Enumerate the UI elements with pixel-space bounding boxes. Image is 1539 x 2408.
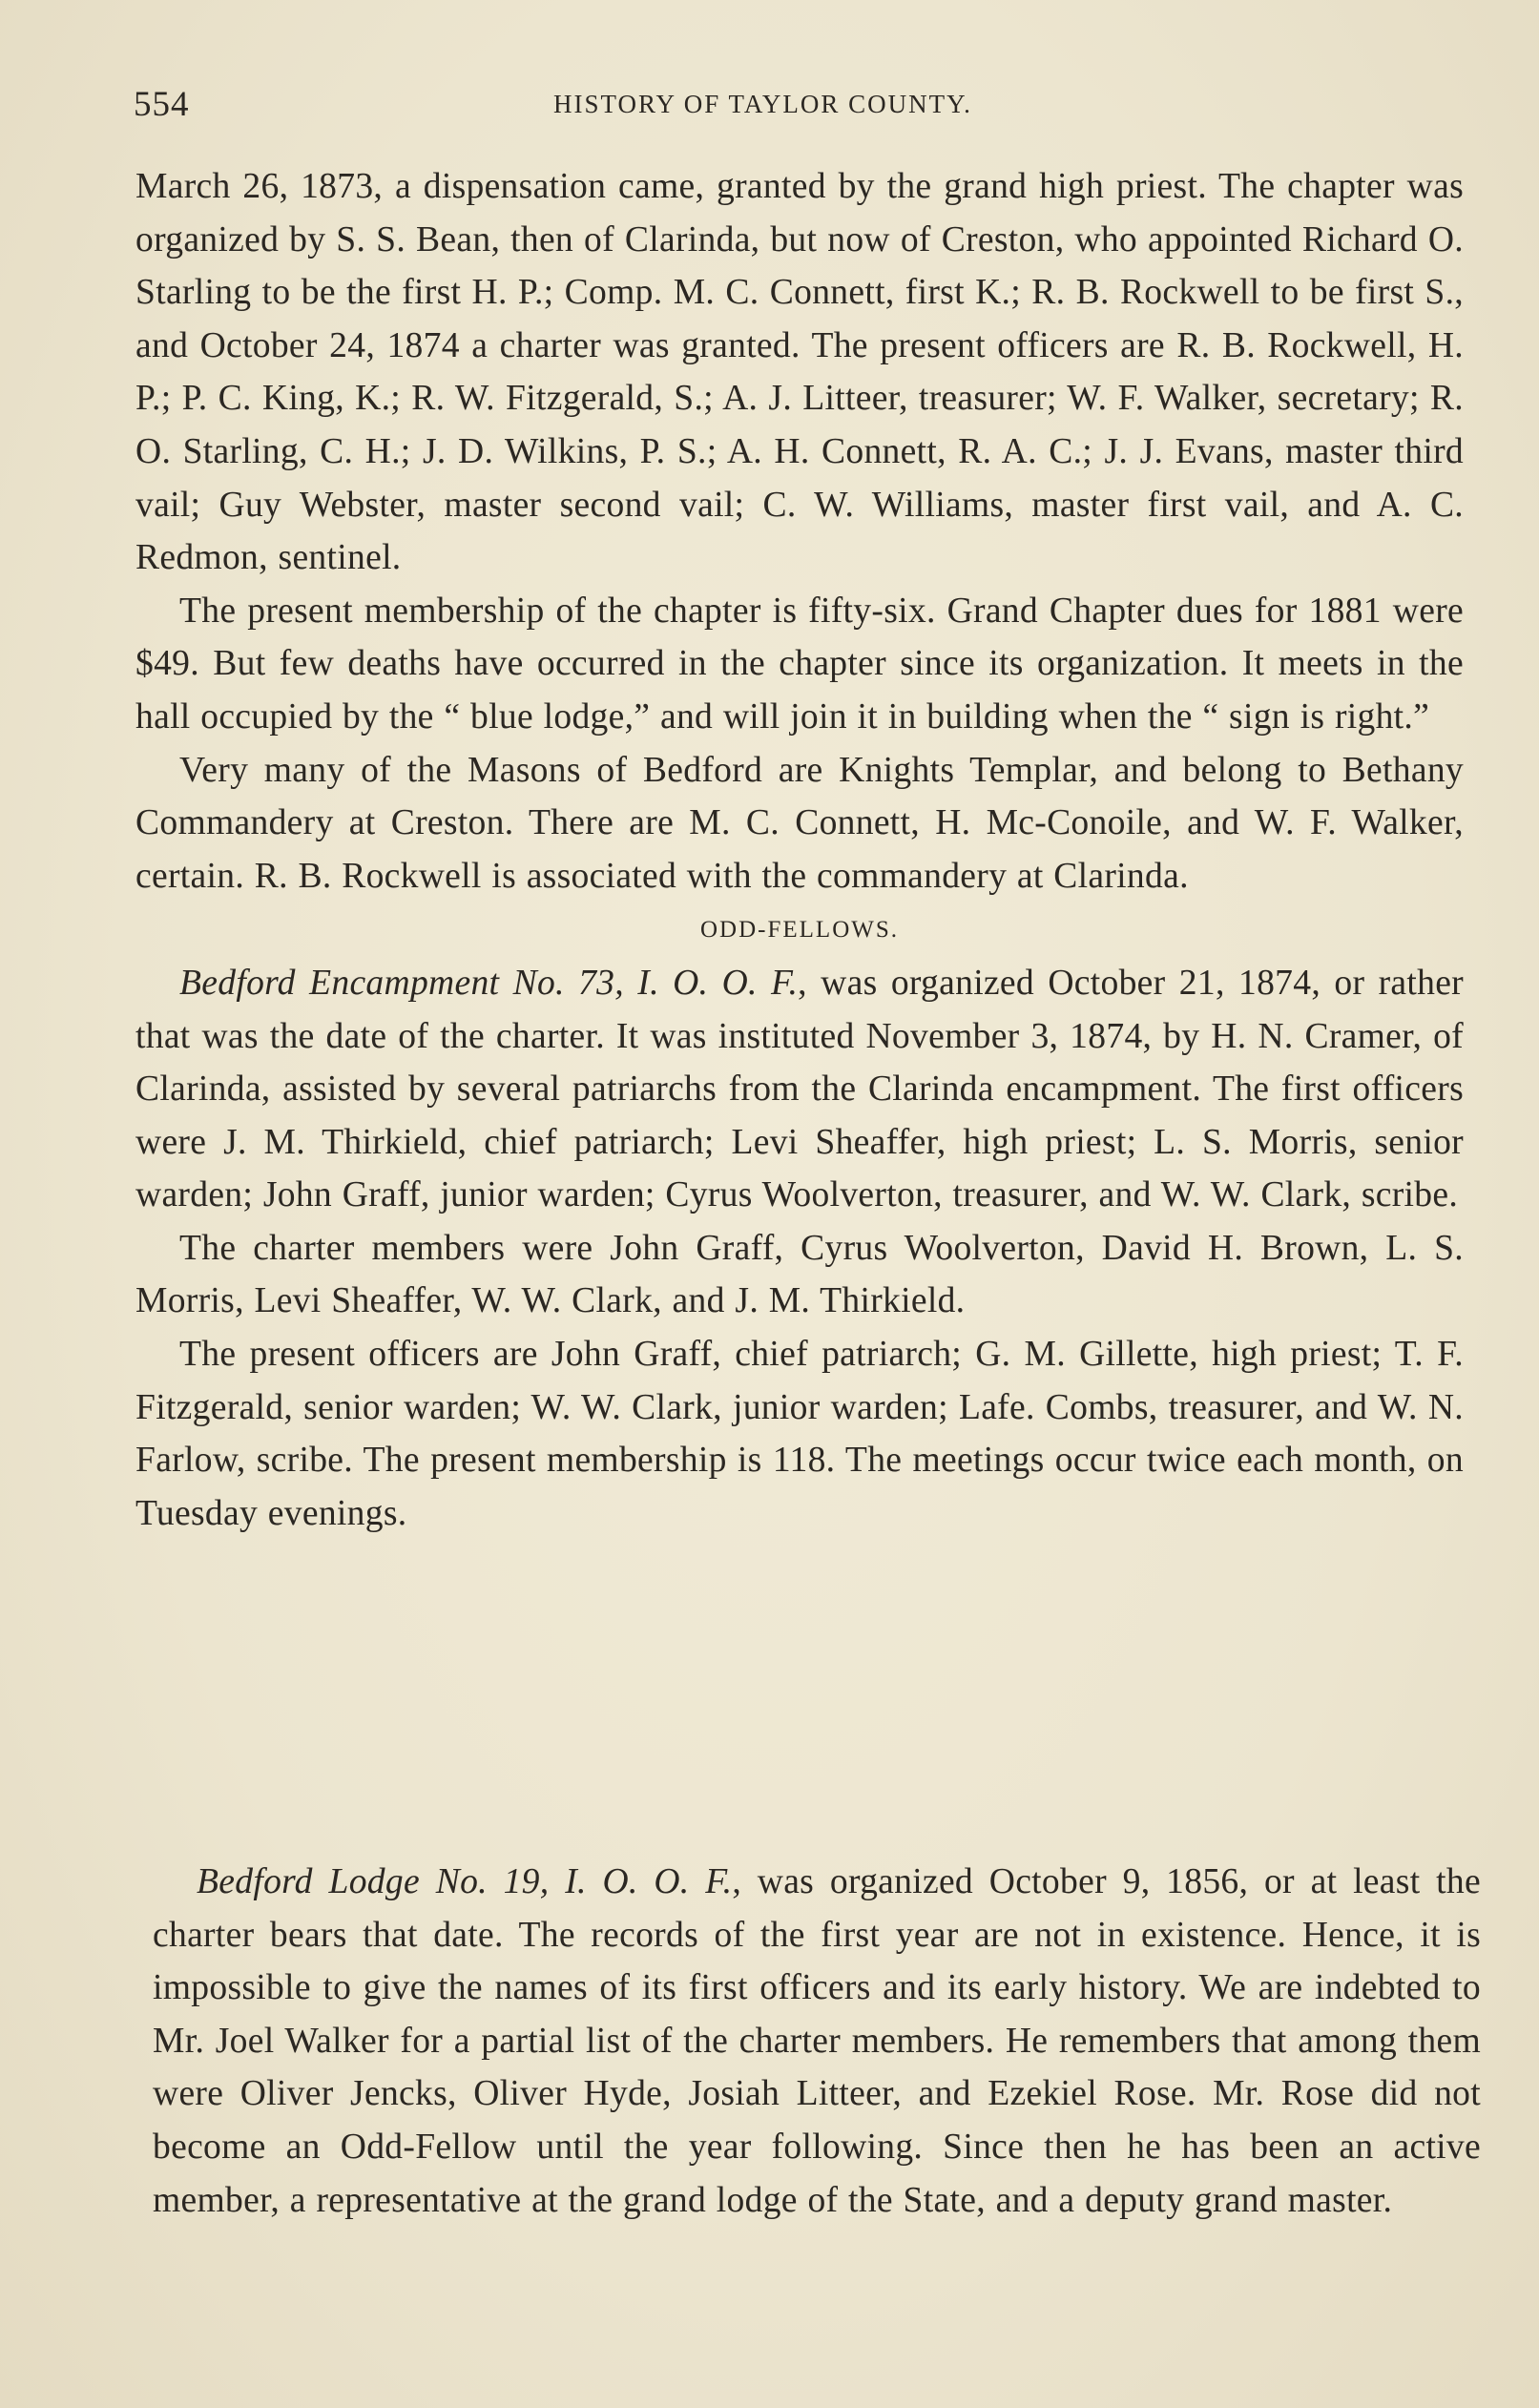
encampment-name: Bedford Encampment No. 73, I. O. O. F.: [179, 963, 799, 1003]
encampment-text: , was organized October 21, 1874, or rather that was the date of the charter. It was instituted November 3, 1874, by H. N. Cramer, of Clarinda, assisted by several patriarchs from the Clarinda encampment. The first officers were J. M. Thirkield, chief patriarch; Levi Sheaffer, high priest; L. S. Morris, senior warden; John Graff, junior warden; Cyrus Woolverton, treasurer, and W. W. Clark, scribe.: [135, 963, 1464, 1215]
lodge-text: , was organized October 9, 1856, or at least the charter bears that date. The records of the first year are not in existence. Hence, it is impossible to give the names of its first officers and its early history. We are indebted to Mr. Joel Walker for a partial list of the charter members. He remembers that among them were Oliver Jencks, Oliver Hyde, Josiah Litteer, and Ezekiel Rose. Mr. Rose did not become an Odd-Fellow until the year following. Since then he has been an active member, a representative at the grand lodge of the State, and a deputy grand master.: [153, 1862, 1481, 2220]
text-body-lower: [153, 1856, 1481, 2227]
paragraph-encampment: [135, 957, 1464, 1222]
paragraph-present-officers: The present officers are John Graff, chief patriarch; G. M. Gillette, high priest; T. F. Fitzgerald, senior warden; W. W. Clark, junior warden; Lafe. Combs, treasurer, and W. N. Farlow, scribe. The present membership is 118. The meetings occur twice each month, on Tuesday evenings.: [135, 1335, 1464, 1533]
paragraph-chapter-membership: The present membership of the chapter is fifty-six. Grand Chapter dues for 1881 were $49. But few deaths have occurred in the chapter since its organization. It meets in the hall occupied by the “ blue lodge,” and will join it in building when the “ sign is right.”: [135, 591, 1464, 737]
running-head: [134, 84, 1469, 132]
text-body: [135, 160, 1464, 1540]
lodge-name: Bedford Lodge No. 19, I. O. O. F.: [197, 1862, 733, 1901]
paragraph-charter-members: The charter members were John Graff, Cyrus Woolverton, David H. Brown, L. S. Morris, Levi Sheaffer, W. W. Clark, and J. M. Thirkield.: [135, 1228, 1464, 1321]
section-heading: ODD-FELLOWS.: [699, 917, 899, 944]
paragraph-chapter-history: March 26, 1873, a dispensation came, granted by the grand high priest. The chapter was organized by S. S. Bean, then of Clarinda, but now of Creston, who appointed Richard O. Starling to be the first H. P.; Comp. M. C. Connett, first K.; R. B. Rockwell to be first S., and October 24, 1874 a charter was granted. The present officers are R. B. Rockwell, H. P.; P. C. King, K.; R. W. Fitzgerald, S.; A. J. Litteer, treasurer; W. F. Walker, secretary; R. O. Starling, C. H.; J. D. Wilkins, P. S.; A. H. Connett, R. A. C.; J. J. Evans, master third vail; Guy Webster, master second vail; C. W. Williams, master first vail, and A. C. Redmon, sentinel.: [135, 167, 1464, 578]
paragraph-bedford-lodge: [153, 1856, 1481, 2227]
paragraph-knights-templar: Very many of the Masons of Bedford are Knights Templar, and belong to Bethany Commandery at Creston. There are M. C. Connett, H. Mc-Conoile, and W. F. Walker, certain. R. B. Rockwell is associated with the commandery at Clarinda.: [135, 750, 1464, 896]
page-number: 554: [134, 85, 190, 124]
running-title: HISTORY OF TAYLOR COUNTY.: [553, 90, 972, 118]
